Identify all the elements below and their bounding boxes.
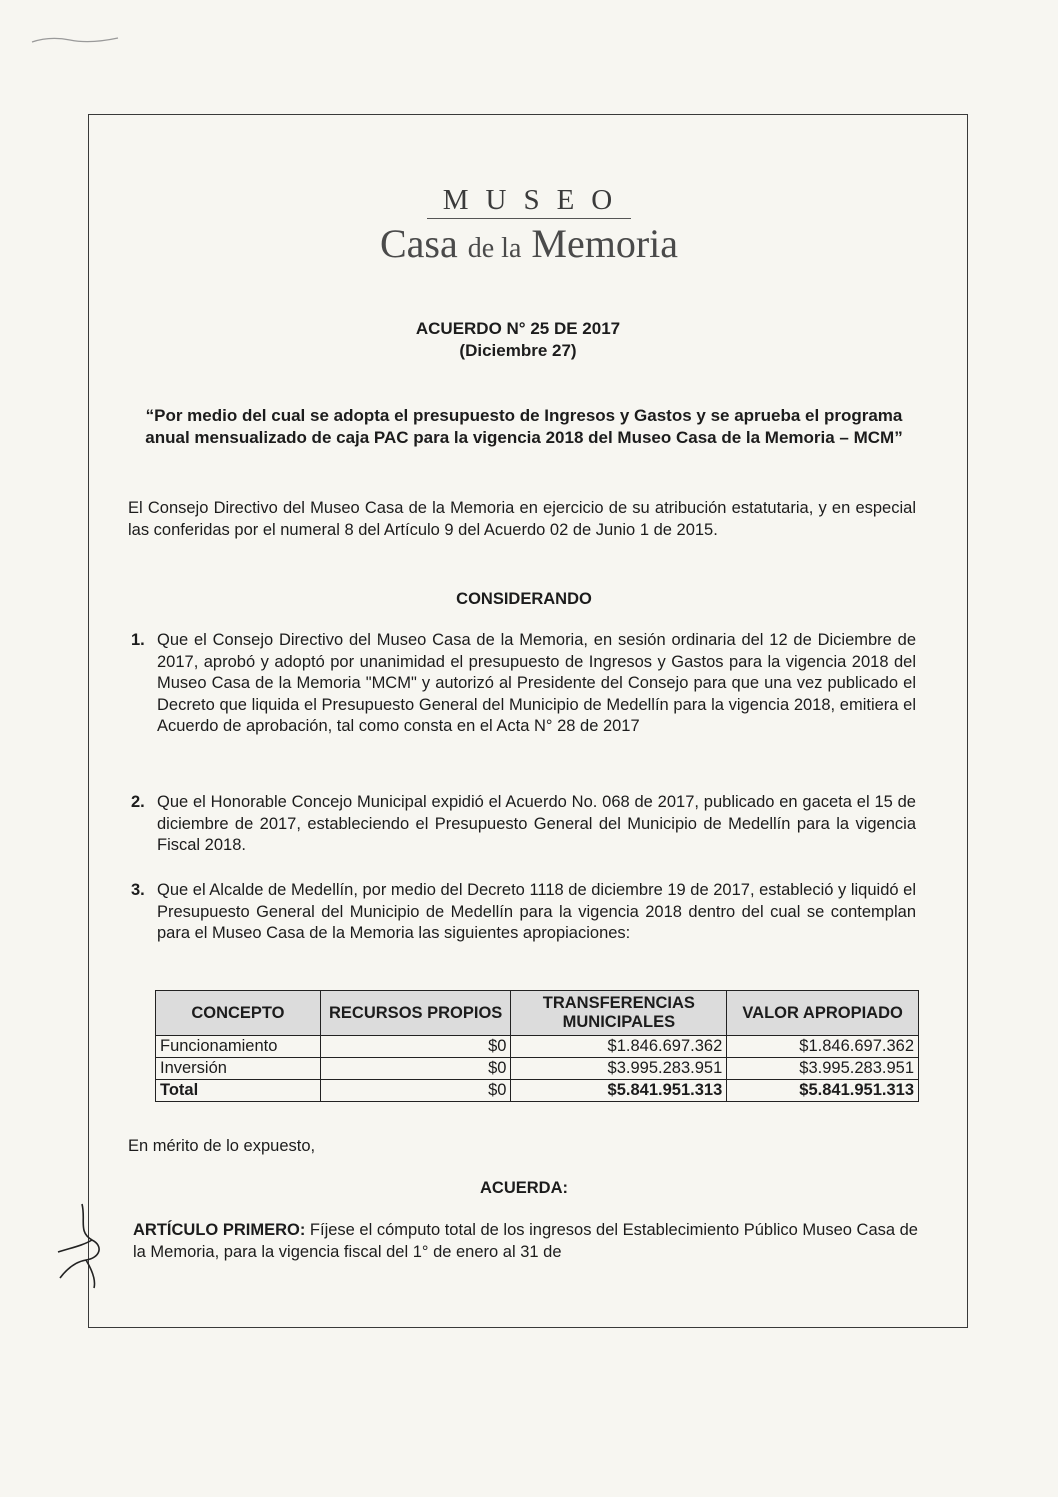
table-cell: $0	[320, 1036, 511, 1058]
table-total-row	[156, 1080, 919, 1102]
header-concepto: CONCEPTO	[156, 991, 321, 1036]
item-number: 2.	[131, 793, 145, 811]
logo-de-la: de la	[467, 233, 522, 264]
table-cell: $0	[320, 1058, 511, 1080]
item-number: 3.	[131, 881, 145, 899]
table-cell: $0	[320, 1080, 511, 1102]
handwritten-initial-signature	[52, 1200, 122, 1290]
header-transferencias: TRANSFERENCIAS MUNICIPALES	[511, 991, 727, 1036]
acuerda-heading: ACUERDA:	[480, 1179, 568, 1197]
table-cell: $3.995.283.951	[727, 1058, 919, 1080]
table-header-row	[156, 991, 919, 1036]
considerando-heading: CONSIDERANDO	[456, 590, 592, 608]
title-line-1: ACUERDO N° 25 DE 2017	[415, 319, 621, 338]
considerando-item	[131, 880, 916, 945]
item-number: 1.	[131, 631, 145, 649]
table-cell: Inversión	[156, 1058, 321, 1080]
article-label: ARTÍCULO PRIMERO:	[133, 1221, 306, 1239]
logo-memoria: Memoria	[531, 221, 679, 266]
merit-text: En mérito de lo expuesto,	[128, 1137, 316, 1155]
museum-logo	[0, 183, 1058, 272]
table-row	[156, 1058, 919, 1080]
intro-paragraph: El Consejo Directivo del Museo Casa de la Memoria en ejercicio de su atribución estatutaria, y en especial las conferidas por el numeral 8 del Artículo 9 del Acuerdo 02 de Junio 1 de 2015.	[128, 499, 916, 539]
table-cell: Funcionamiento	[156, 1036, 321, 1058]
header-recursos-propios: RECURSOS PROPIOS	[320, 991, 511, 1036]
table-row	[156, 1036, 919, 1058]
considerando-item	[131, 630, 916, 738]
budget-table	[155, 990, 919, 1102]
scan-smudge	[30, 30, 120, 50]
document-subject: “Por medio del cual se adopta el presupuesto de Ingresos y Gastos y se aprueba el programa anual mensualizado de caja PAC para la vigencia 2018 del Museo Casa de la Memoria – MCM”	[145, 406, 903, 447]
item-text: Que el Alcalde de Medellín, por medio del Decreto 1118 de diciembre 19 de 2017, estableció y liquidó el Presupuesto General del Municipio de Medellín para la vigencia 2018 dentro del cual se contemplan para el Museo Casa de la Memoria las siguientes apropiaciones:	[157, 881, 916, 942]
table-cell: $1.846.697.362	[511, 1036, 727, 1058]
item-text: Que el Consejo Directivo del Museo Casa de la Memoria, en sesión ordinaria del 12 de Diciembre de 2017, aprobó y adoptó por unanimidad el presupuesto de Ingresos y Gastos para la vigencia 2018 del Museo Casa de la Memoria "MCM" y autorizó al Presidente del Consejo para que una vez publicado el Decreto que liquida el Presupuesto General del Municipio de Medellín para la vigencia 2018, emitiera el Acuerdo de aprobación, tal como consta en el Acta N° 28 de 2017	[157, 631, 916, 735]
table-cell: $1.846.697.362	[727, 1036, 919, 1058]
title-line-2: (Diciembre 27)	[459, 341, 577, 360]
logo-casa: Casa	[379, 221, 458, 266]
article-text: Fíjese el cómputo total de los ingresos del Establecimiento Público Museo Casa de la Memoria, para la vigencia fiscal del 1° de enero al 31 de	[133, 1221, 918, 1261]
table-cell: $5.841.951.313	[727, 1080, 919, 1102]
document-title	[118, 318, 918, 362]
article-primero	[133, 1220, 918, 1263]
logo-museo-text: MUSEO	[427, 183, 632, 219]
logo-casa-memoria-text	[0, 221, 1058, 272]
table-cell: $3.995.283.951	[511, 1058, 727, 1080]
table-cell: Total	[156, 1080, 321, 1102]
item-text: Que el Honorable Concejo Municipal expidió el Acuerdo No. 068 de 2017, publicado en gaceta el 15 de diciembre de 2017, estableciendo el Presupuesto General del Municipio de Medellín para la vigencia Fiscal 2018.	[157, 793, 916, 854]
table-cell: $5.841.951.313	[511, 1080, 727, 1102]
considerando-item	[131, 792, 916, 857]
header-valor-apropiado: VALOR APROPIADO	[727, 991, 919, 1036]
